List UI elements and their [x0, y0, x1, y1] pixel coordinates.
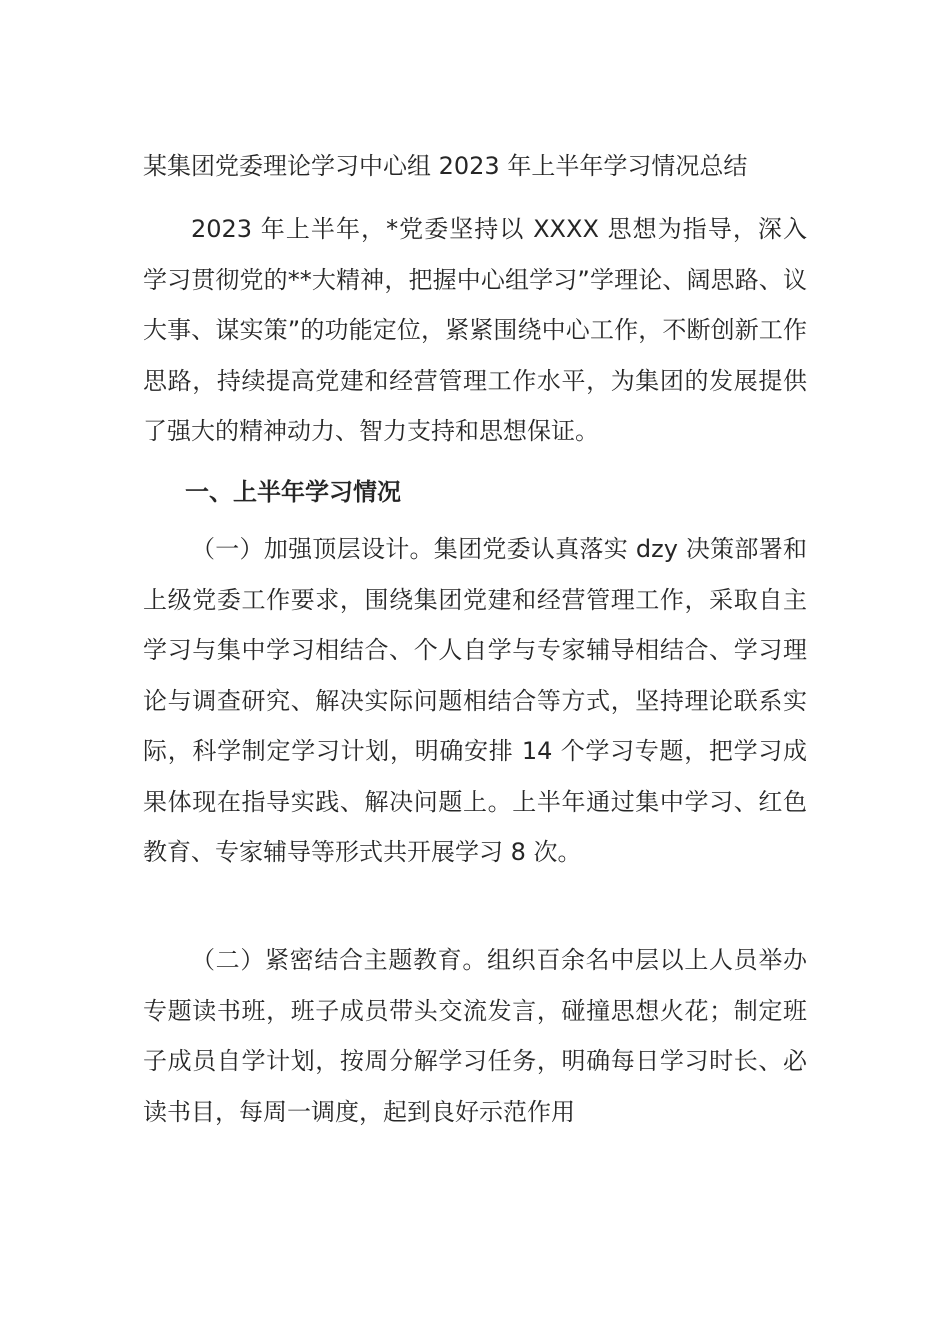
intro-paragraph: 2023 年上半年，*党委坚持以 XXXX 思想为指导，深入学习贯彻党的**大精神，把握中心组学习”学理论、阔思路、议大事、谋实策”的功能定位，紧紧围绕中心工作，不断创新工作思路，持续提高党建和经营管理工作水平，为集团的发展提供了强大的精神动力、智力支持和思想保证。	[143, 215, 807, 445]
body-paragraph: （二）紧密结合主题教育。组织百余名中层以上人员举办专题读书班，班子成员带头交流发言，碰撞思想火花；制定班子成员自学计划，按周分解学习任务，明确每日学习时长、必读书目，每周一调度，起到良好示范作用	[143, 946, 807, 1126]
section-heading: 一、上半年学习情况	[185, 478, 401, 506]
document-title: 某集团党委理论学习中心组 2023 年上半年学习情况总结	[143, 152, 748, 180]
body-paragraph: （一）加强顶层设计。集团党委认真落实 dzy 决策部署和上级党委工作要求，围绕集团党建和经营管理工作，采取自主学习与集中学习相结合、个人自学与专家辅导相结合、学习理论与调查研究、解决实际问题相结合等方式，坚持理论联系实际，科学制定学习计划，明确安排 14 个学习专题，把学习成果体现在指导实践、解决问题上。上半年通过集中学习、红色教育、专家辅导等形式共开展学习 8 次。	[143, 535, 807, 866]
